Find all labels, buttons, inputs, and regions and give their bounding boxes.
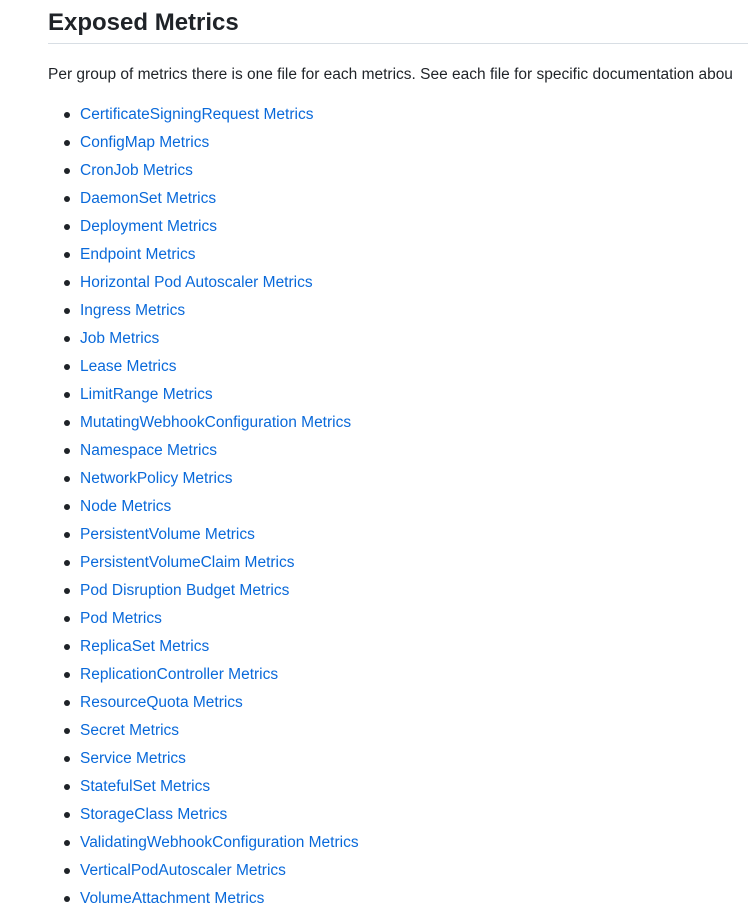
list-item: [48, 269, 748, 297]
metric-link[interactable]: Job Metrics: [80, 330, 160, 347]
metric-link[interactable]: Pod Metrics: [80, 610, 162, 627]
list-item: [48, 437, 748, 465]
metric-link[interactable]: LimitRange Metrics: [80, 386, 213, 403]
metric-link[interactable]: Horizontal Pod Autoscaler Metrics: [80, 274, 313, 291]
bullet-icon: [64, 196, 70, 202]
bullet-icon: [64, 868, 70, 874]
bullet-icon: [64, 504, 70, 510]
list-item: [48, 409, 748, 437]
list-item: [48, 885, 748, 913]
bullet-icon: [64, 280, 70, 286]
list-item: [48, 857, 748, 885]
metric-link[interactable]: ValidatingWebhookConfiguration Metrics: [80, 834, 359, 851]
bullet-icon: [64, 476, 70, 482]
bullet-icon: [64, 896, 70, 902]
metric-link[interactable]: CertificateSigningRequest Metrics: [80, 106, 314, 123]
list-item: [48, 633, 748, 661]
list-item: [48, 465, 748, 493]
bullet-icon: [64, 252, 70, 258]
list-item: [48, 521, 748, 549]
metric-link[interactable]: ResourceQuota Metrics: [80, 694, 243, 711]
list-item: [48, 297, 748, 325]
metric-link[interactable]: PersistentVolumeClaim Metrics: [80, 554, 295, 571]
bullet-icon: [64, 784, 70, 790]
list-item: [48, 129, 748, 157]
metric-link[interactable]: Namespace Metrics: [80, 442, 217, 459]
list-item: [48, 101, 748, 129]
metric-link[interactable]: Service Metrics: [80, 750, 186, 767]
metric-link[interactable]: Deployment Metrics: [80, 218, 217, 235]
section-heading: Exposed Metrics: [48, 0, 748, 44]
bullet-icon: [64, 644, 70, 650]
bullet-icon: [64, 420, 70, 426]
bullet-icon: [64, 224, 70, 230]
metric-link[interactable]: Ingress Metrics: [80, 302, 186, 319]
bullet-icon: [64, 616, 70, 622]
bullet-icon: [64, 756, 70, 762]
metric-link[interactable]: Node Metrics: [80, 498, 172, 515]
metric-link[interactable]: StorageClass Metrics: [80, 806, 228, 823]
metrics-list: [48, 101, 748, 913]
intro-paragraph: Per group of metrics there is one file for each metrics. See each file for specific documentation abou: [48, 66, 733, 83]
list-item: [48, 213, 748, 241]
list-item: [48, 353, 748, 381]
bullet-icon: [64, 672, 70, 678]
metric-link[interactable]: PersistentVolume Metrics: [80, 526, 255, 543]
list-item: [48, 157, 748, 185]
bullet-icon: [64, 364, 70, 370]
metric-link[interactable]: ReplicationController Metrics: [80, 666, 279, 683]
bullet-icon: [64, 140, 70, 146]
bullet-icon: [64, 588, 70, 594]
exposed-metrics-section: [48, 0, 748, 913]
list-item: [48, 605, 748, 633]
list-item: [48, 241, 748, 269]
bullet-icon: [64, 112, 70, 118]
list-item: [48, 801, 748, 829]
list-item: [48, 549, 748, 577]
metric-link[interactable]: StatefulSet Metrics: [80, 778, 211, 795]
bullet-icon: [64, 392, 70, 398]
list-item: [48, 381, 748, 409]
list-item: [48, 325, 748, 353]
bullet-icon: [64, 448, 70, 454]
bullet-icon: [64, 700, 70, 706]
metric-link[interactable]: MutatingWebhookConfiguration Metrics: [80, 414, 352, 431]
metric-link[interactable]: VolumeAttachment Metrics: [80, 890, 265, 907]
metric-link[interactable]: ConfigMap Metrics: [80, 134, 210, 151]
list-item: [48, 185, 748, 213]
list-item: [48, 661, 748, 689]
metric-link[interactable]: VerticalPodAutoscaler Metrics: [80, 862, 286, 879]
metric-link[interactable]: Endpoint Metrics: [80, 246, 196, 263]
metric-link[interactable]: Secret Metrics: [80, 722, 180, 739]
bullet-icon: [64, 308, 70, 314]
bullet-icon: [64, 560, 70, 566]
list-item: [48, 493, 748, 521]
bullet-icon: [64, 728, 70, 734]
metric-link[interactable]: Lease Metrics: [80, 358, 177, 375]
list-item: [48, 745, 748, 773]
bullet-icon: [64, 840, 70, 846]
metric-link[interactable]: Pod Disruption Budget Metrics: [80, 582, 290, 599]
bullet-icon: [64, 532, 70, 538]
list-item: [48, 689, 748, 717]
metric-link[interactable]: NetworkPolicy Metrics: [80, 470, 233, 487]
list-item: [48, 577, 748, 605]
list-item: [48, 717, 748, 745]
bullet-icon: [64, 812, 70, 818]
metric-link[interactable]: ReplicaSet Metrics: [80, 638, 210, 655]
list-item: [48, 773, 748, 801]
metric-link[interactable]: CronJob Metrics: [80, 162, 193, 179]
bullet-icon: [64, 336, 70, 342]
bullet-icon: [64, 168, 70, 174]
list-item: [48, 829, 748, 857]
metric-link[interactable]: DaemonSet Metrics: [80, 190, 217, 207]
